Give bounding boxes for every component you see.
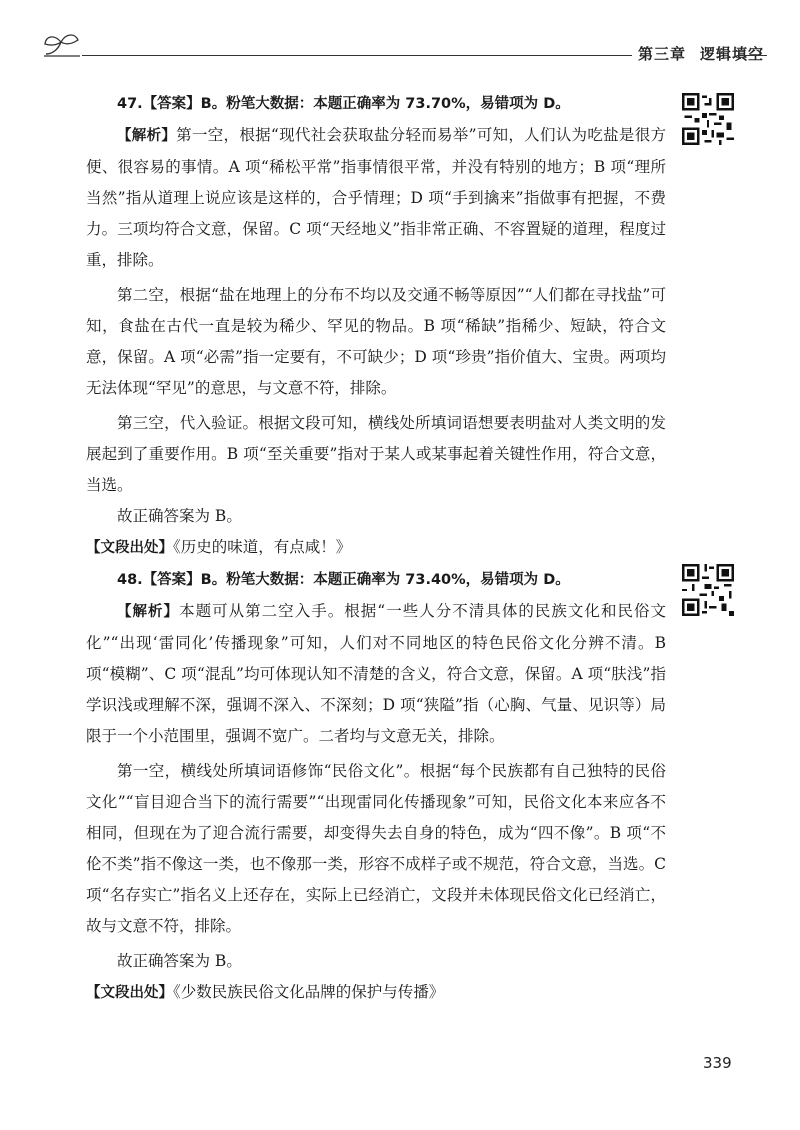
q47-analysis-p2: 第二空，根据“盐在地理上的分布不均以及交通不畅等原因”“人们都在寻找盐”可知，食盐在古代一直是较为稀少、罕见的物品。B 项“稀缺”指稀少、短缺，符合文意，保留。A 项“必需”指一定要有，不可缺少；D 项“珍贵”指价值大、宝贵。两项均无法体现“罕见”的意思，与文意不符，排除。 (86, 286, 666, 397)
q48-conclusion: 故正确答案为 B。 (117, 952, 242, 970)
answer-content (86, 88, 666, 1009)
q47-analysis-p3: 第三空，代入验证。根据文段可知，横线处所填词语想要表明盐对人类文明的发展起到了重要作用。B 项“至关重要”指对于某人或某事起着关键性作用，符合文意，当选。 (86, 414, 666, 494)
q47-source: 【文段出处】《历史的味道，有点咸！》 (86, 538, 352, 556)
q48-answer-line: 48.【答案】B。粉笔大数据：本题正确率为 73.40%，易错项为 D。 (117, 572, 570, 588)
header-rule-right (737, 55, 767, 56)
page-header (42, 28, 767, 68)
header-rule (82, 55, 632, 56)
leaf-icon (42, 30, 82, 60)
q48-analysis-p2: 第一空，横线处所填词语修饰“民俗文化”。根据“每个民族都有自己独特的民俗文化”“盲目迎合当下的流行需要”“出现雷同化传播现象”可知，民俗文化本来应各不相同，但现在为了迎合流行需要，却变得失去自身的特色，成为“四不像”。B 项“不伦不类”指不像这一类，也不像那一类，形容不成样子或不规范，符合文意，当选。C 项“名存实亡”指名义上还存在，实际上已经消亡，文段并未体现民俗文化已经消亡，故与文意不符，排除。 (86, 762, 666, 935)
qr-code[interactable] (682, 564, 734, 616)
page-number: 339 (703, 1054, 732, 1072)
qr-code[interactable] (682, 93, 734, 145)
q48-analysis-p1: 【解析】本题可从第二空入手。根据“一些人分不清具体的民族文化和民俗文化”“出现‘雷同化’传播现象”可知，人们对不同地区的特色民俗文化分辨不清。B 项“模糊”、C 项“混乱”均可体现认知不清楚的含义，符合文意，保留。A 项“肤浅”指学识浅或理解不深，强调不深入、不深刻；D 项“狭隘”指（心胸、气量、见识等）局限于一个小范围里，强调不宽广。二者均与文意无关，排除。 (86, 602, 666, 745)
q47-conclusion: 故正确答案为 B。 (117, 507, 242, 525)
chapter-title: 第三章 逻辑填空 (638, 45, 765, 63)
q47-analysis-p1: 【解析】第一空，根据“现代社会获取盐分轻而易举”可知，人们认为吃盐是很方便、很容易的事情。A 项“稀松平常”指事情很平常，并没有特别的地方；B 项“理所当然”指从道理上说应该是这样的，合乎情理；D 项“手到擒来”指做事有把握，不费力。三项均符合文意，保留。C 项“天经地义”指非常正确、不容置疑的道理，程度过重，排除。 (86, 126, 667, 269)
q48-source: 【文段出处】《少数民族民俗文化品牌的保护与传播》 (86, 983, 445, 1001)
q47-answer-line: 47.【答案】B。粉笔大数据：本题正确率为 73.70%，易错项为 D。 (117, 96, 570, 112)
